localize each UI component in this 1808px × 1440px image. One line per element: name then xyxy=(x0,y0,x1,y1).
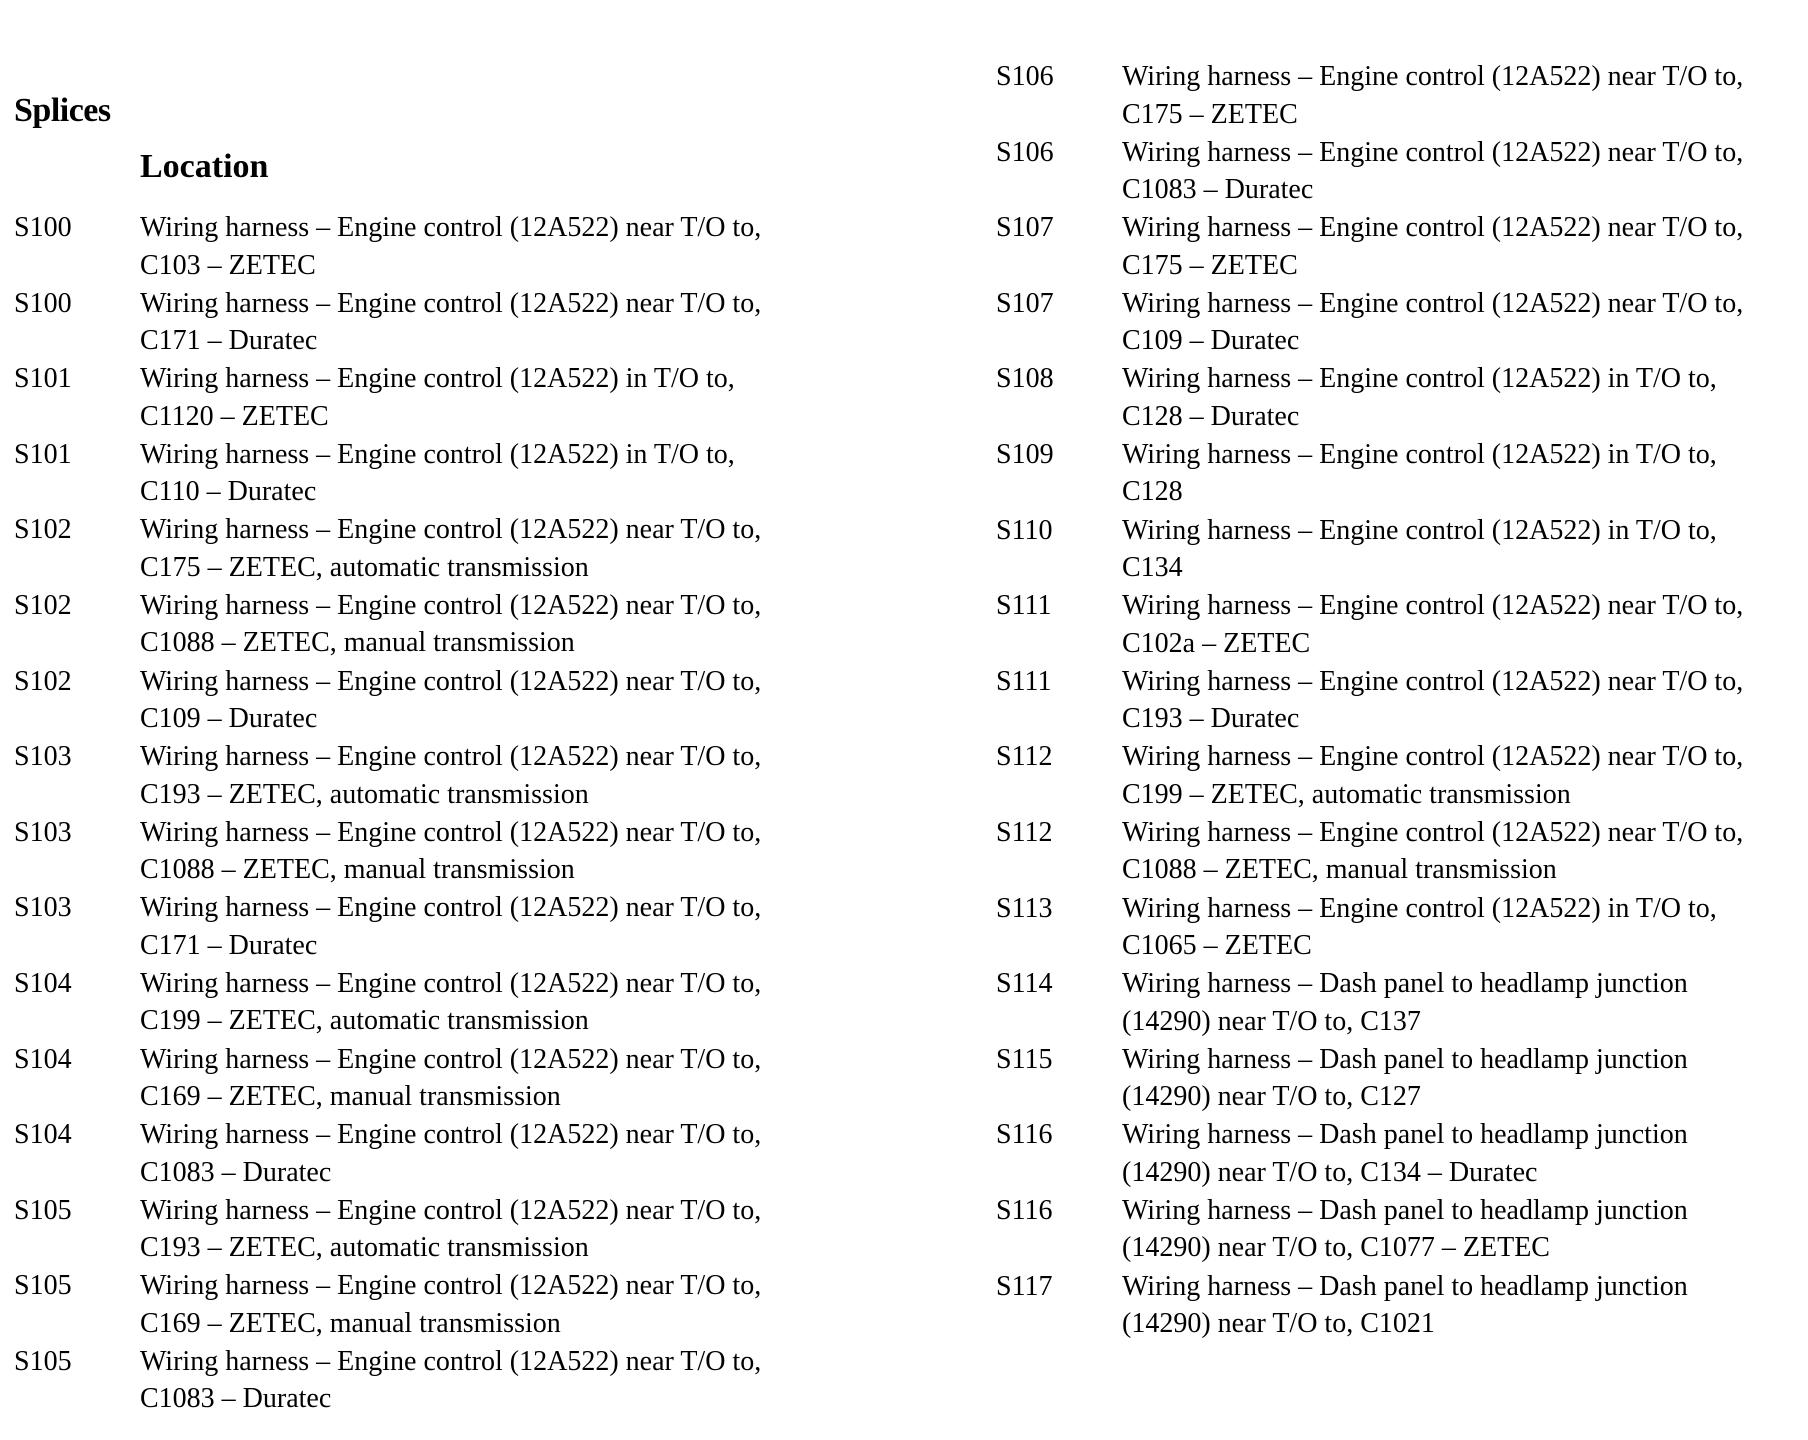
splice-entry xyxy=(996,1041,1776,1117)
splice-location: Wiring harness – Engine control (12A522) near T/O to, C171 – Duratec xyxy=(140,892,762,961)
splice-entry xyxy=(996,512,1776,588)
splice-location: Wiring harness – Engine control (12A522) near T/O to, C109 – Duratec xyxy=(140,665,762,735)
splice-id: S113 xyxy=(996,892,1053,924)
splice-entry xyxy=(14,1116,794,1192)
splice-id: S115 xyxy=(996,1043,1053,1075)
splice-location: Wiring harness – Engine control (12A522) near T/O to, C169 – ZETEC, manual transmission xyxy=(140,1043,762,1113)
splice-location: Wiring harness – Engine control (12A522) in T/O to, C1120 – ZETEC xyxy=(140,363,735,432)
splice-id: S101 xyxy=(14,363,72,395)
splice-list-right xyxy=(996,58,1776,1343)
splice-location: Wiring harness – Engine control (12A522) near T/O to, C199 – ZETEC, automatic transmission xyxy=(140,967,762,1037)
splice-id: S106 xyxy=(996,61,1054,92)
splice-entry xyxy=(996,1268,1776,1344)
splice-entry xyxy=(996,965,1776,1041)
splice-id: S107 xyxy=(996,212,1054,244)
splice-entry xyxy=(996,1192,1776,1268)
splice-entry xyxy=(996,1116,1776,1192)
splice-entry xyxy=(14,663,794,739)
splice-id: S102 xyxy=(14,514,72,546)
splice-entry xyxy=(996,663,1776,739)
splice-location: Wiring harness – Engine control (12A522) near T/O to, C103 – ZETEC xyxy=(140,212,762,281)
splice-id: S112 xyxy=(996,816,1053,848)
splice-entry xyxy=(996,209,1776,285)
splice-id: S111 xyxy=(996,665,1052,697)
splice-id: S111 xyxy=(996,590,1052,622)
splice-id: S110 xyxy=(996,514,1053,546)
splice-id: S104 xyxy=(14,1119,72,1151)
splice-location: Wiring harness – Engine control (12A522) near T/O to, C109 – Duratec xyxy=(1122,287,1744,357)
splice-id: S103 xyxy=(14,892,72,924)
splice-id: S107 xyxy=(996,287,1054,319)
splice-id: S104 xyxy=(14,967,72,999)
splice-location: Wiring harness – Engine control (12A522) near T/O to, C193 – ZETEC, automatic transmission xyxy=(140,741,762,810)
splice-location: Wiring harness – Dash panel to headlamp junction (14290) near T/O to, C137 xyxy=(1122,968,1688,1037)
splice-id: S103 xyxy=(14,816,72,848)
splice-location: Wiring harness – Dash panel to headlamp junction (14290) near T/O to, C134 – Duratec xyxy=(1122,1119,1688,1188)
splice-location: Wiring harness – Engine control (12A522) near T/O to, C175 – ZETEC xyxy=(1122,61,1744,130)
splice-location: Wiring harness – Engine control (12A522) near T/O to, C1088 – ZETEC, manual transmission xyxy=(140,816,762,886)
splice-location: Wiring harness – Engine control (12A522) near T/O to, C1088 – ZETEC, manual transmission xyxy=(140,589,762,659)
splice-id: S109 xyxy=(996,438,1054,470)
splice-location: Wiring harness – Engine control (12A522) near T/O to, C193 – Duratec xyxy=(1122,665,1744,735)
splice-entry xyxy=(14,1343,794,1419)
splice-location: Wiring harness – Dash panel to headlamp junction (14290) near T/O to, C1077 – ZETEC xyxy=(1122,1194,1688,1264)
splice-entry xyxy=(996,814,1776,890)
splice-entry xyxy=(14,587,794,663)
splice-entry xyxy=(996,436,1776,512)
splice-location: Wiring harness – Engine control (12A522) near T/O to, C102a – ZETEC xyxy=(1122,590,1744,659)
splice-entry xyxy=(14,889,794,965)
splice-id: S101 xyxy=(14,438,72,470)
location-column-header: Location xyxy=(140,148,269,185)
splice-location: Wiring harness – Engine control (12A522) near T/O to, C175 – ZETEC, automatic transmission xyxy=(140,514,762,583)
splice-entry xyxy=(14,1192,794,1268)
splice-location: Wiring harness – Engine control (12A522) near T/O to, C1083 – Duratec xyxy=(140,1119,762,1188)
splice-location: Wiring harness – Engine control (12A522) near T/O to, C193 – ZETEC, automatic transmission xyxy=(140,1194,762,1264)
splice-id: S105 xyxy=(14,1270,72,1302)
splice-entry xyxy=(996,587,1776,663)
splice-entry xyxy=(14,511,794,587)
splice-location: Wiring harness – Engine control (12A522) near T/O to, C169 – ZETEC, manual transmission xyxy=(140,1270,762,1339)
splice-location: Wiring harness – Engine control (12A522) in T/O to, C1065 – ZETEC xyxy=(1122,892,1717,962)
splice-entry xyxy=(14,1267,794,1343)
splice-location: Wiring harness – Dash panel to headlamp junction (14290) near T/O to, C127 xyxy=(1122,1043,1688,1113)
splice-entry xyxy=(996,360,1776,436)
splice-location: Wiring harness – Engine control (12A522) near T/O to, C1083 – Duratec xyxy=(1122,136,1744,206)
splice-id: S103 xyxy=(14,741,72,773)
splice-entry xyxy=(14,436,794,512)
splice-id: S116 xyxy=(996,1194,1053,1226)
splice-entry xyxy=(14,285,794,361)
splice-id: S108 xyxy=(996,363,1054,395)
splice-id: S102 xyxy=(14,665,72,697)
splice-id: S106 xyxy=(996,136,1054,168)
splice-id: S117 xyxy=(996,1270,1053,1302)
splice-entry xyxy=(14,965,794,1041)
splice-location: Wiring harness – Engine control (12A522) near T/O to, C1083 – Duratec xyxy=(140,1345,762,1415)
splice-entry xyxy=(14,814,794,890)
splice-id: S114 xyxy=(996,968,1053,1000)
splice-entry xyxy=(996,58,1776,134)
splice-entry xyxy=(996,285,1776,361)
splice-location: Wiring harness – Engine control (12A522) in T/O to, C110 – Duratec xyxy=(140,438,735,508)
splice-id: S102 xyxy=(14,589,72,621)
splice-location: Wiring harness – Engine control (12A522) in T/O to, C128 – Duratec xyxy=(1122,363,1717,432)
splice-entry xyxy=(14,209,794,285)
splice-entry xyxy=(14,360,794,436)
splice-location: Wiring harness – Engine control (12A522) in T/O to, C134 xyxy=(1122,514,1717,584)
splice-entry xyxy=(996,738,1776,814)
splice-location: Wiring harness – Engine control (12A522) near T/O to, C175 – ZETEC xyxy=(1122,212,1744,281)
splice-location: Wiring harness – Engine control (12A522) near T/O to, C171 – Duratec xyxy=(140,287,762,357)
splice-entry xyxy=(14,1041,794,1117)
splice-id: S112 xyxy=(996,741,1053,773)
splice-id: S100 xyxy=(14,287,72,319)
splice-location: Wiring harness – Engine control (12A522) in T/O to, C128 xyxy=(1122,438,1717,508)
splice-id: S105 xyxy=(14,1345,72,1377)
splice-id: S105 xyxy=(14,1194,72,1226)
splice-location: Wiring harness – Dash panel to headlamp junction (14290) near T/O to, C1021 xyxy=(1122,1270,1688,1339)
splice-location: Wiring harness – Engine control (12A522) near T/O to, C1088 – ZETEC, manual transmission xyxy=(1122,816,1744,886)
splice-entry xyxy=(14,738,794,814)
splice-id: S116 xyxy=(996,1119,1053,1151)
splice-entry xyxy=(996,134,1776,210)
splice-entry xyxy=(996,890,1776,966)
section-title: Splices xyxy=(14,92,111,129)
splice-id: S100 xyxy=(14,212,72,243)
splice-id: S104 xyxy=(14,1043,72,1075)
splice-location: Wiring harness – Engine control (12A522) near T/O to, C199 – ZETEC, automatic transmission xyxy=(1122,741,1744,810)
splice-list-left xyxy=(14,209,794,1419)
